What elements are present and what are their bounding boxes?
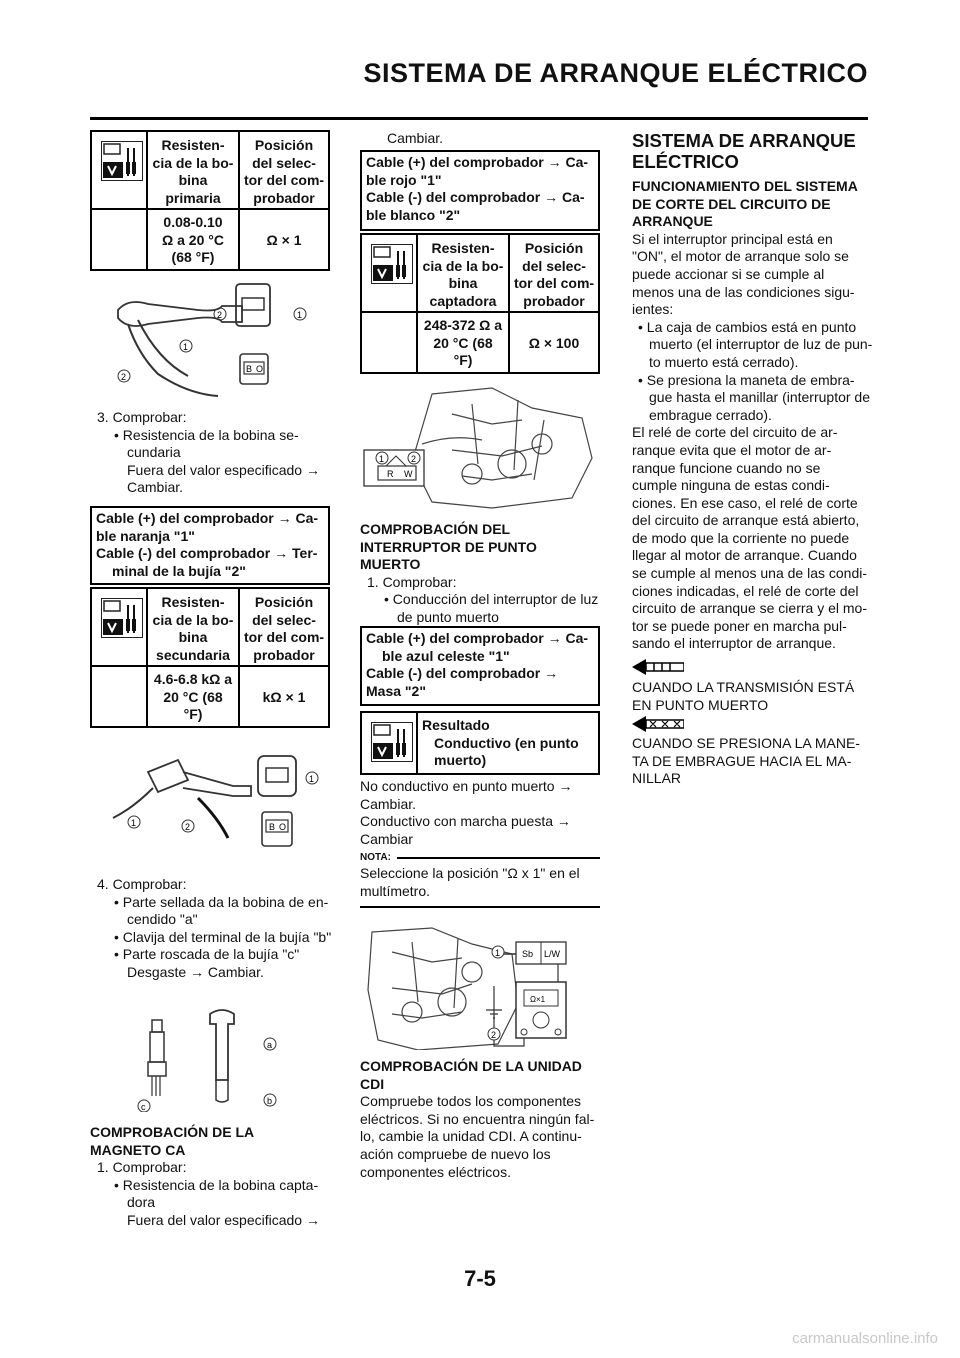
fig-label: 2 [491,1030,497,1040]
fig-label: Ω×1 [530,995,546,1004]
note-rule [397,857,600,859]
spec-value-selector: Ω × 1 [266,232,302,248]
spec-value-resistance: 0.08-0.10 Ω a 20 °C (68 °F) [162,214,224,266]
fig-label: 2 [217,310,223,320]
watermark: carmanualsonline.info [792,1330,938,1347]
fig-label: 1 [183,342,189,352]
page-header-title: SISTEMA DE ARRANQUE ELÉCTRICO [363,58,868,88]
note-label: NOTA: [360,852,391,863]
fig-label: B [269,822,276,832]
spec-value-selector: kΩ × 1 [262,689,306,705]
cutoff-section: FUNCIONAMIENTO DEL SISTEMA DE CORTE DEL CIRCUITO DE ARRANQUE Si el interruptor principal está en "ON", el motor de arranque solo se puede accionar si se cumple al menos una de las condiciones sigu- ientes: • La caja de cambios está en punto muerto (el interruptor de luz de pun- to muerto está cerrado). • Se presiona la maneta de embra- gue hasta el manillar (interruptor de embrague cerrado). El relé de corte del circuito de ar- ranque evita que el motor de ar- ranque funcione cuando no se cumple ninguna de estas condi- ciones. En ese caso, el relé de corte del circuito de arranque está abierto, de modo que la corriente no puede llegar al motor de arranque. Cuando se cumple al menos una de las condi- ciones indicadas, el relé de corte del circuito de arranque se cierra y el mo- tor se puede poner en marcha pul- sando el interruptor de arranque. [632,178,873,652]
page-number: 7-5 [464,1266,496,1291]
primary-coil-figure [108,280,328,400]
neutral-result-text: No conductivo en punto muerto → Cambiar. Conductivo con marcha puesta → Cambiar [360,778,573,847]
spec-value-resistance: 4.6-6.8 kΩ a 20 °C (68 °F) [153,671,233,723]
spec-divider [92,208,328,210]
cable-box-secondary: Cable (+) del comprobador → Ca- ble naranja "1" Cable (-) del comprobador → Ter- minal de la bujía "2" [90,506,330,585]
fig-label: 2 [185,822,191,832]
pickup-coil-engine-figure [362,384,598,512]
section-title: SISTEMA DE ARRANQUE ELÉCTRICO [632,130,856,172]
fig-label: a [267,1040,273,1050]
fig-label: 1 [495,948,501,958]
fig-label: 1 [131,818,137,828]
flow-note-clutch: CUANDO SE PRESIONA LA MANE- TA DE EMBRAGUE HACIA EL MA- NILLAR [632,735,860,787]
spec-header-selector: Posición del selec- tor del com- probador [243,137,325,206]
multimeter-icon [371,722,413,762]
multimeter-icon [101,141,143,181]
spec-table-secondary [90,587,330,728]
fig-label: 1 [309,774,315,784]
spec-header-resistance: Resisten- cia de la bo- bina secundaria [152,594,234,663]
flow-note-neutral: CUANDO LA TRANSMISIÓN ESTÁ EN PUNTO MUERTO [632,679,855,713]
fig-label: O [279,822,287,832]
cable-box-pickup: Cable (+) del comprobador → Ca- ble rojo "1" Cable (-) del comprobador → Ca- ble blanco "2" [360,150,600,231]
continued-text: Cambiar. [387,130,444,146]
header-rule [90,117,868,120]
fig-label: O [256,364,264,374]
fig-label: 2 [121,372,127,382]
spec-value-resistance: 248-372 Ω a 20 °C (68 °F) [423,317,503,369]
fig-label: Sb [522,949,534,959]
result-text: Resultado Conductivo (en punto muerto) [422,717,579,769]
spec-divider [416,713,418,773]
neutral-switch-section: COMPROBACIÓN DEL INTERRUPTOR DE PUNTO MUERTO 1. Comprobar: • Conducción del interruptor de luz de punto muerto [360,521,599,625]
spec-header-resistance: Resisten- cia de la bo- bina captadora [422,240,504,309]
flow-arrow-icon [632,659,684,675]
magneto-section: COMPROBACIÓN DE LA MAGNETO CA 1. Comprobar: • Resistencia de la bobina capta- dora Fuera del valor especificado → [90,1124,320,1228]
secondary-coil-figure [108,742,328,862]
spec-divider [362,311,598,313]
cable-box-neutral: Cable (+) del comprobador → Ca- ble azul celeste "1" Cable (-) del comprobador → Masa "2" [360,626,600,706]
spec-header-selector: Posición del selec- tor del com- probador [513,240,595,309]
fig-label: W [404,469,413,479]
spec-divider [92,665,328,667]
fig-label: 1 [297,310,303,320]
multimeter-icon [371,244,413,284]
fig-label: b [267,1096,273,1106]
cdi-section: COMPROBACIÓN DE LA UNIDAD CDI Compruebe todos los componentes eléctricos. Si no encuentra ningún fal- lo, cambie la unidad CDI. A continu- ación compruebe de nuevo los componentes eléctricos. [360,1058,595,1180]
fig-label: c [141,1102,146,1112]
multimeter-icon [101,598,143,638]
flow-arrow-x-icon [632,716,684,732]
note-block: NOTA: Seleccione la posición "Ω x 1" en el multímetro. [360,852,600,908]
fig-label: 1 [379,454,385,464]
spec-table-pickup [360,233,600,374]
spec-table-primary [90,130,330,271]
spec-header-resistance: Resisten- cia de la bo- bina primaria [152,137,234,206]
fig-label: R [387,469,394,479]
step-3-text: 3. Comprobar: • Resistencia de la bobina se- cundaria Fuera del valor especificado → Cambiar. [97,409,320,496]
fig-label: 2 [411,454,417,464]
result-table-neutral [360,711,600,775]
fig-label: L/W [544,949,561,959]
spec-value-selector: Ω × 100 [528,335,580,351]
fig-label: B [246,364,253,374]
note-rule-bottom [360,906,600,908]
spec-header-selector: Posición del selec- tor del com- probador [243,594,325,663]
step-4-text: 4. Comprobar: • Parte sellada da la bobina de en- cendido "a" • Clavija del terminal de la bujía "b" • Parte roscada de la bujía "c" Desgaste → Cambiar. [97,876,332,980]
spark-plug-figure [130,1000,290,1112]
neutral-switch-engine-figure [362,922,598,1050]
